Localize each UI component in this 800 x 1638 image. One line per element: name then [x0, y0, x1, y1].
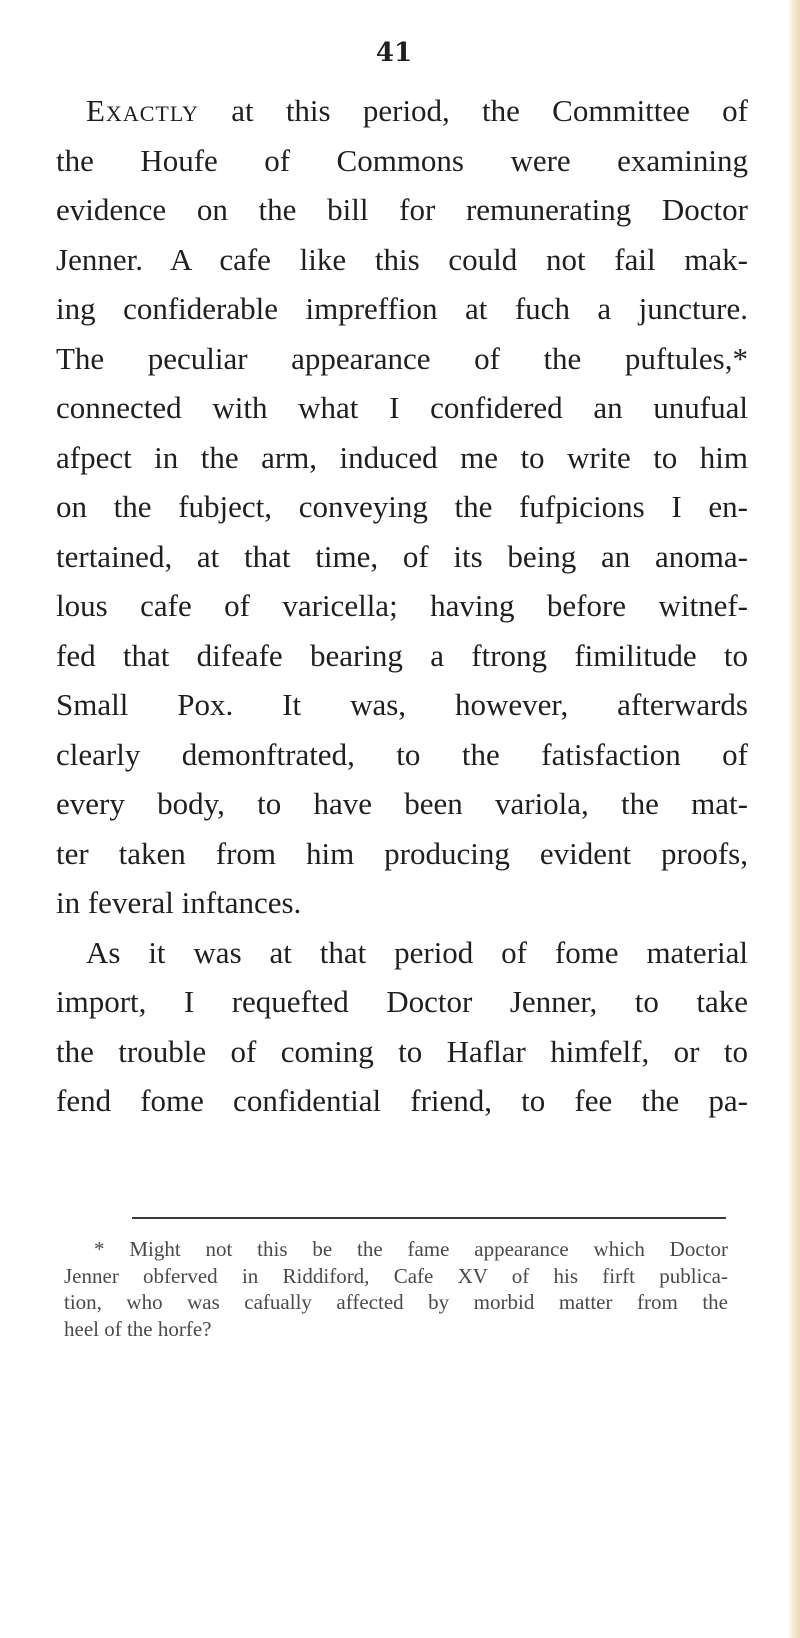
body-line: fend fome confidential friend, to fee the pa-: [56, 1083, 748, 1118]
body-line: ing confiderable impreffion at fuch a juncture.: [56, 291, 748, 326]
body-line: Jenner. A cafe like this could not fail mak-: [56, 241, 748, 277]
drop-word: Exactly: [86, 93, 199, 128]
body-line: evidence on the bill for remunerating Doctor: [56, 192, 748, 227]
footnote-divider: [132, 1217, 726, 1219]
body-text: [56, 86, 748, 1126]
body-line: clearly demonftrated, to the fatisfaction of: [56, 736, 748, 772]
body-line: the Houfe of Commons were examining: [56, 142, 748, 178]
body-line: As it was at that period of fome material: [86, 934, 748, 970]
footnote-line: heel of the horfe?: [64, 1316, 212, 1341]
footnote-line: Jenner obferved in Riddiford, Cafe XV of his firft publica-: [64, 1263, 728, 1288]
footnote-line: * Might not this be the fame appearance which Doctor: [94, 1237, 728, 1261]
footnote: [64, 1236, 728, 1342]
body-line: every body, to have been variola, the mat-: [56, 786, 748, 821]
body-line: afpect in the arm, induced me to write to him: [56, 439, 748, 475]
body-line: ter taken from him producing evident proofs,: [56, 835, 748, 871]
body-line: The peculiar appearance of the puftules,*: [56, 340, 748, 376]
body-line: the trouble of coming to Haflar himfelf, or to: [56, 1033, 748, 1069]
footnote-line: tion, who was cafually affected by morbid matter from the: [64, 1290, 728, 1314]
body-line: Exactly at this period, the Committee of: [86, 93, 748, 128]
body-line: in feveral inftances.: [56, 885, 302, 920]
body-line: Small Pox. It was, however, afterwards: [56, 687, 748, 722]
body-line: import, I requefted Doctor Jenner, to take: [56, 984, 748, 1019]
page-edge: [788, 0, 800, 1638]
page-number: 41: [375, 38, 413, 68]
body-line: on the fubject, conveying the fufpicions I en-: [56, 489, 748, 524]
body-line: connected with what I confidered an unufual: [56, 390, 748, 425]
body-line: tertained, at that time, of its being an anoma-: [56, 538, 748, 574]
body-line: lous cafe of varicella; having before witnef-: [56, 588, 748, 623]
body-line: fed that difeafe bearing a ftrong fimilitude to: [56, 637, 748, 673]
